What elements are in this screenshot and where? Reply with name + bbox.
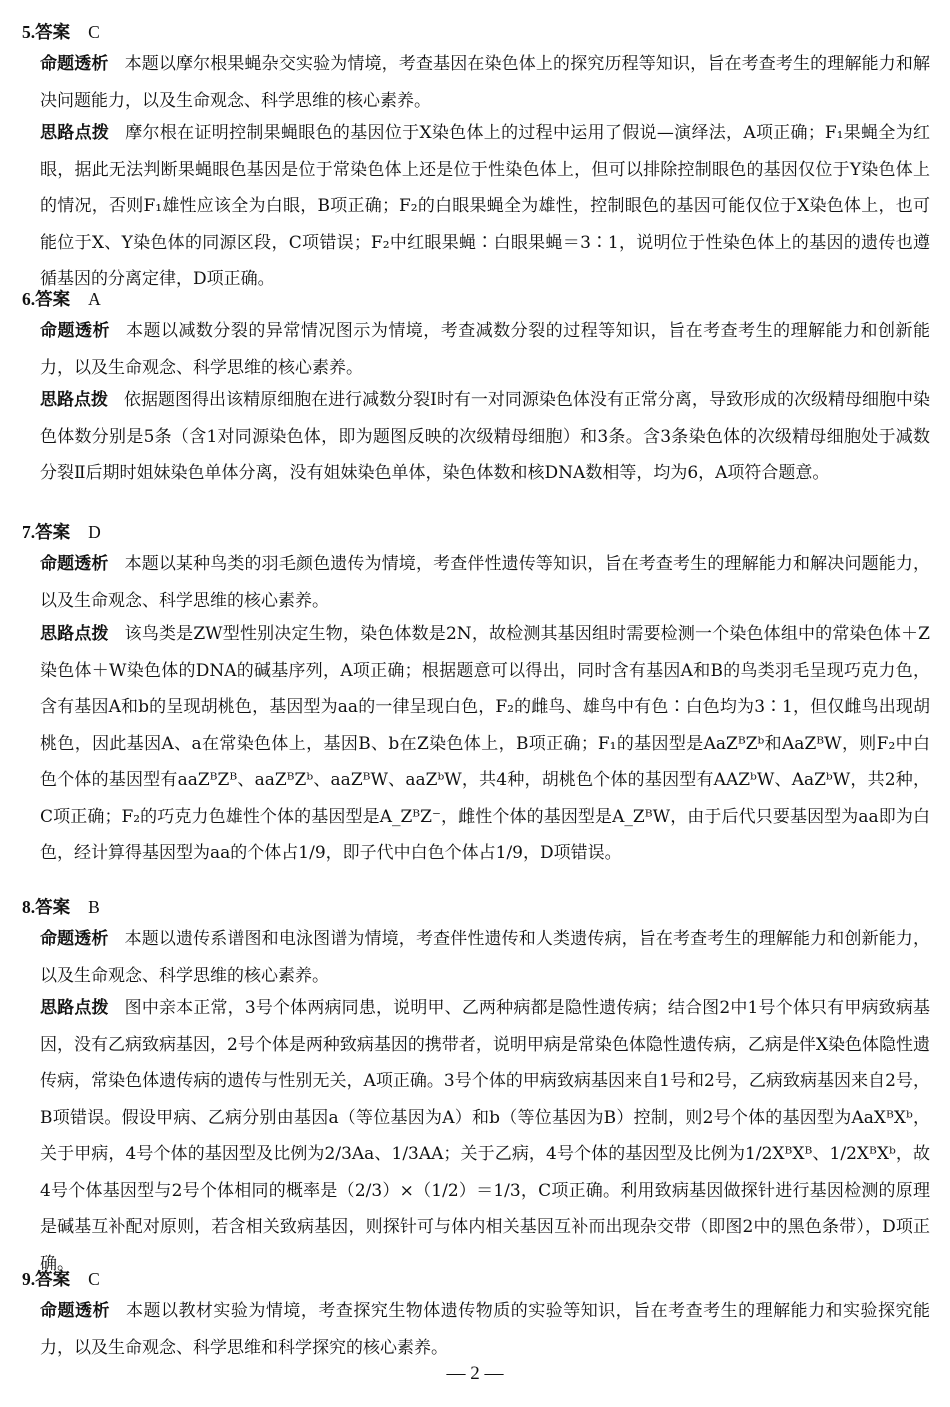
reasoning-text: 该鸟类是ZW型性别决定生物，染色体数是2N，故检测其基因组时需要检测一个染色体组中的常染色体＋Z染色体＋W染色体的DNA的碱基序列，A项正确；根据题意可以得出，同时含有基因A和B的鸟类羽毛呈现巧克力色，含有基因A和b的呈现胡桃色，基因型为aa的一律呈现白色，F₂的雌鸟、雄鸟中有色∶白色均为3∶1，但仅雌鸟出现胡桃色，因此基因A、a在常染色体上，基因B、b在Z染色体上，B项正确；F₁的基因型是AaZᴮZᵇ和AaZᴮW，则F₂中白色个体的基因型有aaZᴮZᴮ、aaZᴮZᵇ、aaZᴮW、aaZᵇW，共4种，胡桃色个体的基因型有AAZᵇW、AaZᵇW，共2种，C项正确；F₂的巧克力色雄性个体的基因型是A_ZᴮZ⁻，雌性个体的基因型是A_ZᴮW，由于后代只要基因型为aa即为白色，经计算得基因型为aa的个体占1/9，即子代中白色个体占1/9，D项错误。 xyxy=(40,624,930,863)
question-7-analysis xyxy=(40,546,930,619)
question-number: 8. xyxy=(22,897,36,917)
analysis-text: 本题以教材实验为情境，考查探究生物体遗传物质的实验等知识，旨在考查考生的理解能力和实验探究能力，以及生命观念、科学思维和科学探究的核心素养。 xyxy=(40,1301,931,1358)
reasoning-text: 图中亲本正常，3号个体两病同患，说明甲、乙两种病都是隐性遗传病；结合图2中1号个体只有甲病致病基因，没有乙病致病基因，2号个体是两种致病基因的携带者，说明甲病是常染色体隐性遗传病，乙病是伴X染色体隐性遗传病，常染色体遗传病的遗传与性别无关，A项正确。3号个体的甲病致病基因来自1号和2号，乙病致病基因来自2号，B项错误。假设甲病、乙病分别由基因a（等位基因为A）和b（等位基因为B）控制，则2号个体的基因型为AaXᴮXᵇ，关于甲病，4号个体的基因型及比例为2/3Aa、1/3AA；关于乙病，4号个体的基因型及比例为1/2XᴮXᴮ、1/2XᴮXᵇ，故4号个体基因型与2号个体相同的概率是（2/3）×（1/2）＝1/3，C项正确。利用致病基因做探针进行基因检测的原理是碱基互补配对原则，若含相关致病基因，则探针可与体内相关基因互补而出现杂交带（即图2中的黑色条带），D项正确。 xyxy=(40,998,930,1274)
question-5-header xyxy=(22,19,100,46)
question-5-reasoning xyxy=(40,115,930,298)
question-6-header xyxy=(22,286,101,313)
question-number: 9. xyxy=(22,1269,36,1289)
analysis-label: 命题透析 xyxy=(40,929,109,949)
question-6-reasoning xyxy=(40,382,930,492)
answer-label: 答案 xyxy=(35,290,71,310)
analysis-text: 本题以某种鸟类的羽毛颜色遗传为情境，考查伴性遗传等知识，旨在考查考生的理解能力和解决问题能力，以及生命观念、科学思维的核心素养。 xyxy=(40,554,931,611)
question-7-header xyxy=(22,519,101,546)
question-8-header xyxy=(22,894,100,921)
answer-label: 答案 xyxy=(35,898,71,918)
answer-value: B xyxy=(88,897,100,917)
analysis-label: 命题透析 xyxy=(40,321,110,341)
question-7-reasoning xyxy=(40,616,930,872)
answer-value: A xyxy=(88,289,101,309)
page-number: — 2 — xyxy=(446,1363,504,1384)
question-9-header xyxy=(22,1266,100,1293)
answer-value: C xyxy=(88,1269,100,1289)
reasoning-text: 摩尔根在证明控制果蝇眼色的基因位于X染色体上的过程中运用了假说—演绎法，A项正确；F₁果蝇全为红眼，据此无法判断果蝇眼色基因是位于常染色体上还是位于性染色体上，但可以排除控制眼色的基因仅位于Y染色体上的情况，否则F₁雄性应该全为白眼，B项正确；F₂的白眼果蝇全为雄性，控制眼色的基因可能仅位于X染色体上，也可能位于X、Y染色体的同源区段，C项错误；F₂中红眼果蝇∶白眼果蝇＝3∶1，说明位于性染色体上的基因的遗传也遵循基因的分离定律，D项正确。 xyxy=(40,123,930,289)
question-6-analysis xyxy=(40,313,930,386)
answer-label: 答案 xyxy=(35,1270,71,1290)
answer-value: D xyxy=(88,522,101,542)
answer-label: 答案 xyxy=(35,523,71,543)
reasoning-text: 依据题图得出该精原细胞在进行减数分裂Ⅰ时有一对同源染色体没有正常分离，导致形成的次级精母细胞中染色体数分别是5条（含1对同源染色体，即为题图反映的次级精母细胞）和3条。含3条染色体的次级精母细胞处于减数分裂Ⅱ后期时姐妹染色单体分离，没有姐妹染色单体，染色体数和核DNA数相等，均为6，A项符合题意。 xyxy=(40,390,931,483)
analysis-text: 本题以遗传系谱图和电泳图谱为情境，考查伴性遗传和人类遗传病，旨在考查考生的理解能力和创新能力，以及生命观念、科学思维的核心素养。 xyxy=(40,929,931,986)
question-8-analysis xyxy=(40,921,930,994)
answer-label: 答案 xyxy=(35,23,71,43)
analysis-label: 命题透析 xyxy=(40,54,109,74)
question-8-reasoning xyxy=(40,990,930,1282)
question-5-analysis xyxy=(40,46,930,119)
reasoning-label: 思路点拨 xyxy=(40,123,110,143)
analysis-text: 本题以减数分裂的异常情况图示为情境，考查减数分裂的过程等知识，旨在考查考生的理解能力和创新能力，以及生命观念、科学思维的核心素养。 xyxy=(40,321,931,378)
question-number: 7. xyxy=(22,522,36,542)
question-number: 5. xyxy=(22,22,36,42)
answer-value: C xyxy=(88,22,100,42)
reasoning-label: 思路点拨 xyxy=(40,998,109,1018)
reasoning-label: 思路点拨 xyxy=(40,390,109,410)
analysis-text: 本题以摩尔根果蝇杂交实验为情境，考查基因在染色体上的探究历程等知识，旨在考查考生的理解能力和解决问题能力，以及生命观念、科学思维的核心素养。 xyxy=(40,54,931,111)
question-number: 6. xyxy=(22,289,36,309)
reasoning-label: 思路点拨 xyxy=(40,624,109,644)
analysis-label: 命题透析 xyxy=(40,1301,110,1321)
question-9-analysis xyxy=(40,1293,930,1366)
analysis-label: 命题透析 xyxy=(40,554,109,574)
